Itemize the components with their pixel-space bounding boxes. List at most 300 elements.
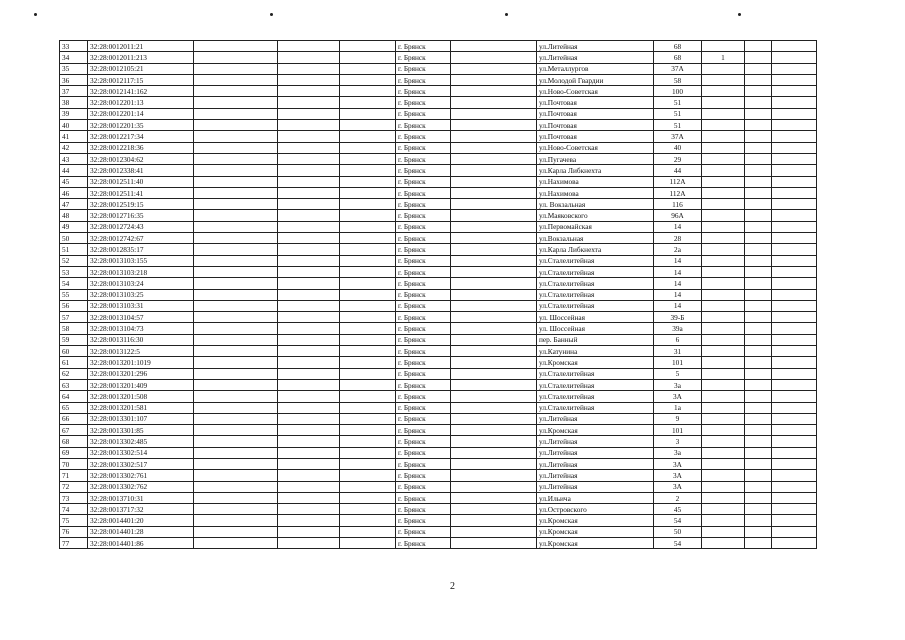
- city-cell: г. Брянск: [396, 391, 451, 402]
- empty-cell: [194, 481, 278, 492]
- empty-cell: [278, 312, 340, 323]
- table-row: [60, 199, 817, 210]
- mark-cell: [702, 425, 745, 436]
- table-row: [60, 481, 817, 492]
- empty-cell: [194, 300, 278, 311]
- empty-cell: [340, 436, 396, 447]
- row-number-cell: 52: [60, 255, 88, 266]
- row-number-cell: 55: [60, 289, 88, 300]
- cadastral-number-cell: 32:28:0012117:15: [88, 74, 194, 85]
- empty-cell: [772, 244, 817, 255]
- empty-cell: [194, 131, 278, 142]
- house-number-cell: 3: [654, 436, 702, 447]
- empty-cell: [772, 97, 817, 108]
- row-number-cell: 62: [60, 368, 88, 379]
- house-number-cell: 29: [654, 153, 702, 164]
- empty-cell: [451, 334, 537, 345]
- house-number-cell: 39а: [654, 323, 702, 334]
- mark-cell: [702, 413, 745, 424]
- mark-cell: [702, 165, 745, 176]
- city-cell: г. Брянск: [396, 233, 451, 244]
- city-cell: г. Брянск: [396, 187, 451, 198]
- empty-cell: [340, 447, 396, 458]
- street-cell: ул.Карла Либкнехта: [537, 244, 654, 255]
- street-cell: ул.Литейная: [537, 447, 654, 458]
- street-cell: ул.Сталелитейная: [537, 391, 654, 402]
- mark-cell: [702, 447, 745, 458]
- empty-cell: [278, 526, 340, 537]
- table-row: [60, 470, 817, 481]
- cadastral-number-cell: 32:28:0013302:517: [88, 458, 194, 469]
- empty-cell: [772, 289, 817, 300]
- street-cell: ул.Почтовая: [537, 97, 654, 108]
- empty-cell: [340, 86, 396, 97]
- empty-cell: [340, 289, 396, 300]
- house-number-cell: 96А: [654, 210, 702, 221]
- empty-cell: [745, 278, 772, 289]
- street-cell: ул.Литейная: [537, 41, 654, 52]
- row-number-cell: 43: [60, 153, 88, 164]
- empty-cell: [772, 504, 817, 515]
- mark-cell: [702, 278, 745, 289]
- table-row: [60, 131, 817, 142]
- table-row: [60, 187, 817, 198]
- empty-cell: [194, 436, 278, 447]
- street-cell: ул.Литейная: [537, 481, 654, 492]
- empty-cell: [451, 323, 537, 334]
- empty-cell: [451, 470, 537, 481]
- table-row: [60, 447, 817, 458]
- row-number-cell: 33: [60, 41, 88, 52]
- house-number-cell: 14: [654, 266, 702, 277]
- empty-cell: [194, 86, 278, 97]
- house-number-cell: 112А: [654, 176, 702, 187]
- scan-dot: [505, 13, 508, 16]
- empty-cell: [451, 97, 537, 108]
- mark-cell: [702, 153, 745, 164]
- empty-cell: [278, 255, 340, 266]
- empty-cell: [745, 233, 772, 244]
- house-number-cell: 40: [654, 142, 702, 153]
- empty-cell: [451, 368, 537, 379]
- city-cell: г. Брянск: [396, 413, 451, 424]
- street-cell: ул.Сталелитейная: [537, 278, 654, 289]
- empty-cell: [194, 199, 278, 210]
- mark-cell: [702, 312, 745, 323]
- empty-cell: [278, 391, 340, 402]
- table-row: [60, 323, 817, 334]
- house-number-cell: 54: [654, 515, 702, 526]
- empty-cell: [340, 52, 396, 63]
- house-number-cell: 31: [654, 346, 702, 357]
- empty-cell: [745, 357, 772, 368]
- row-number-cell: 46: [60, 187, 88, 198]
- empty-cell: [278, 289, 340, 300]
- row-number-cell: 66: [60, 413, 88, 424]
- house-number-cell: 2а: [654, 244, 702, 255]
- mark-cell: [702, 504, 745, 515]
- cadastral-number-cell: 32:28:0012201:13: [88, 97, 194, 108]
- mark-cell: [702, 63, 745, 74]
- empty-cell: [745, 153, 772, 164]
- table-row: [60, 63, 817, 74]
- city-cell: г. Брянск: [396, 142, 451, 153]
- empty-cell: [772, 492, 817, 503]
- empty-cell: [194, 142, 278, 153]
- empty-cell: [278, 346, 340, 357]
- empty-cell: [278, 221, 340, 232]
- empty-cell: [340, 368, 396, 379]
- empty-cell: [194, 402, 278, 413]
- table-row: [60, 153, 817, 164]
- empty-cell: [451, 379, 537, 390]
- house-number-cell: 68: [654, 52, 702, 63]
- mark-cell: [702, 515, 745, 526]
- row-number-cell: 48: [60, 210, 88, 221]
- street-cell: ул.Литейная: [537, 436, 654, 447]
- city-cell: г. Брянск: [396, 368, 451, 379]
- empty-cell: [451, 391, 537, 402]
- house-number-cell: 116: [654, 199, 702, 210]
- empty-cell: [278, 63, 340, 74]
- city-cell: г. Брянск: [396, 504, 451, 515]
- empty-cell: [772, 458, 817, 469]
- empty-cell: [278, 538, 340, 549]
- empty-cell: [278, 176, 340, 187]
- mark-cell: [702, 187, 745, 198]
- row-number-cell: 36: [60, 74, 88, 85]
- street-cell: ул.Кромская: [537, 526, 654, 537]
- empty-cell: [278, 379, 340, 390]
- empty-cell: [772, 233, 817, 244]
- table-row: [60, 176, 817, 187]
- empty-cell: [194, 153, 278, 164]
- row-number-cell: 77: [60, 538, 88, 549]
- empty-cell: [451, 199, 537, 210]
- house-number-cell: 14: [654, 278, 702, 289]
- cadastral-number-cell: 32:28:0013717:32: [88, 504, 194, 515]
- house-number-cell: 101: [654, 425, 702, 436]
- empty-cell: [745, 97, 772, 108]
- mark-cell: [702, 233, 745, 244]
- empty-cell: [745, 458, 772, 469]
- street-cell: ул.Первомайская: [537, 221, 654, 232]
- house-number-cell: 1а: [654, 402, 702, 413]
- house-number-cell: 68: [654, 41, 702, 52]
- empty-cell: [451, 447, 537, 458]
- house-number-cell: 3а: [654, 379, 702, 390]
- cadastral-number-cell: 32:28:0014401:86: [88, 538, 194, 549]
- empty-cell: [194, 244, 278, 255]
- street-cell: ул.Ново-Советская: [537, 86, 654, 97]
- empty-cell: [772, 86, 817, 97]
- empty-cell: [451, 312, 537, 323]
- empty-cell: [451, 481, 537, 492]
- row-number-cell: 72: [60, 481, 88, 492]
- row-number-cell: 67: [60, 425, 88, 436]
- empty-cell: [772, 266, 817, 277]
- empty-cell: [278, 233, 340, 244]
- empty-cell: [772, 357, 817, 368]
- street-cell: ул.Кромская: [537, 538, 654, 549]
- mark-cell: [702, 97, 745, 108]
- empty-cell: [745, 86, 772, 97]
- mark-cell: [702, 300, 745, 311]
- cadastral-number-cell: 32:28:0012511:40: [88, 176, 194, 187]
- mark-cell: [702, 492, 745, 503]
- cadastral-number-cell: 32:28:0012511:41: [88, 187, 194, 198]
- empty-cell: [340, 515, 396, 526]
- row-number-cell: 68: [60, 436, 88, 447]
- empty-cell: [340, 526, 396, 537]
- empty-cell: [278, 504, 340, 515]
- city-cell: г. Брянск: [396, 86, 451, 97]
- empty-cell: [451, 255, 537, 266]
- house-number-cell: 51: [654, 120, 702, 131]
- street-cell: ул. Шоссейная: [537, 323, 654, 334]
- mark-cell: 1: [702, 52, 745, 63]
- row-number-cell: 73: [60, 492, 88, 503]
- empty-cell: [340, 153, 396, 164]
- house-number-cell: 51: [654, 108, 702, 119]
- empty-cell: [745, 199, 772, 210]
- cadastral-number-cell: 32:28:0013201:581: [88, 402, 194, 413]
- register-table: [59, 40, 817, 549]
- empty-cell: [340, 131, 396, 142]
- empty-cell: [745, 391, 772, 402]
- street-cell: ул.Почтовая: [537, 108, 654, 119]
- empty-cell: [745, 526, 772, 537]
- row-number-cell: 75: [60, 515, 88, 526]
- row-number-cell: 40: [60, 120, 88, 131]
- empty-cell: [745, 176, 772, 187]
- city-cell: г. Брянск: [396, 538, 451, 549]
- empty-cell: [278, 323, 340, 334]
- empty-cell: [745, 131, 772, 142]
- empty-cell: [340, 492, 396, 503]
- table-row: [60, 41, 817, 52]
- empty-cell: [340, 413, 396, 424]
- empty-cell: [278, 199, 340, 210]
- empty-cell: [772, 165, 817, 176]
- table-row: [60, 368, 817, 379]
- row-number-cell: 70: [60, 458, 88, 469]
- empty-cell: [340, 334, 396, 345]
- cadastral-number-cell: 32:28:0013116:30: [88, 334, 194, 345]
- mark-cell: [702, 481, 745, 492]
- cadastral-number-cell: 32:28:0012218:36: [88, 142, 194, 153]
- row-number-cell: 59: [60, 334, 88, 345]
- empty-cell: [772, 447, 817, 458]
- empty-cell: [451, 165, 537, 176]
- empty-cell: [194, 312, 278, 323]
- empty-cell: [340, 300, 396, 311]
- street-cell: ул.Пугачева: [537, 153, 654, 164]
- cadastral-number-cell: 32:28:0012201:14: [88, 108, 194, 119]
- street-cell: ул.Нахимова: [537, 176, 654, 187]
- row-number-cell: 57: [60, 312, 88, 323]
- scan-dot: [270, 13, 273, 16]
- house-number-cell: 101: [654, 357, 702, 368]
- row-number-cell: 34: [60, 52, 88, 63]
- empty-cell: [340, 142, 396, 153]
- empty-cell: [451, 402, 537, 413]
- cadastral-number-cell: 32:28:0013201:296: [88, 368, 194, 379]
- empty-cell: [745, 436, 772, 447]
- empty-cell: [772, 391, 817, 402]
- empty-cell: [451, 526, 537, 537]
- table-row: [60, 515, 817, 526]
- empty-cell: [745, 515, 772, 526]
- street-cell: ул.Литейная: [537, 458, 654, 469]
- street-cell: ул.Молодой Гвардии: [537, 74, 654, 85]
- empty-cell: [340, 97, 396, 108]
- empty-cell: [194, 425, 278, 436]
- empty-cell: [451, 153, 537, 164]
- house-number-cell: 37А: [654, 63, 702, 74]
- empty-cell: [278, 492, 340, 503]
- cadastral-number-cell: 32:28:0013104:73: [88, 323, 194, 334]
- cadastral-number-cell: 32:28:0013122:5: [88, 346, 194, 357]
- city-cell: г. Брянск: [396, 131, 451, 142]
- house-number-cell: 14: [654, 289, 702, 300]
- house-number-cell: 14: [654, 255, 702, 266]
- mark-cell: [702, 402, 745, 413]
- city-cell: г. Брянск: [396, 52, 451, 63]
- mark-cell: [702, 391, 745, 402]
- cadastral-number-cell: 32:28:0012338:41: [88, 165, 194, 176]
- empty-cell: [772, 210, 817, 221]
- empty-cell: [451, 120, 537, 131]
- empty-cell: [194, 266, 278, 277]
- empty-cell: [745, 346, 772, 357]
- empty-cell: [745, 323, 772, 334]
- empty-cell: [194, 447, 278, 458]
- row-number-cell: 65: [60, 402, 88, 413]
- empty-cell: [745, 108, 772, 119]
- street-cell: ул.Сталелитейная: [537, 379, 654, 390]
- empty-cell: [451, 538, 537, 549]
- table-row: [60, 334, 817, 345]
- empty-cell: [194, 492, 278, 503]
- house-number-cell: 9: [654, 413, 702, 424]
- table-row: [60, 379, 817, 390]
- empty-cell: [194, 176, 278, 187]
- row-number-cell: 47: [60, 199, 88, 210]
- mark-cell: [702, 131, 745, 142]
- cadastral-number-cell: 32:28:0013103:31: [88, 300, 194, 311]
- empty-cell: [745, 470, 772, 481]
- street-cell: ул.Сталелитейная: [537, 300, 654, 311]
- city-cell: г. Брянск: [396, 379, 451, 390]
- empty-cell: [194, 458, 278, 469]
- street-cell: ул.Почтовая: [537, 120, 654, 131]
- empty-cell: [278, 131, 340, 142]
- empty-cell: [772, 334, 817, 345]
- empty-cell: [745, 402, 772, 413]
- house-number-cell: 58: [654, 74, 702, 85]
- empty-cell: [278, 458, 340, 469]
- empty-cell: [745, 255, 772, 266]
- empty-cell: [772, 199, 817, 210]
- empty-cell: [340, 244, 396, 255]
- mark-cell: [702, 120, 745, 131]
- city-cell: г. Брянск: [396, 63, 451, 74]
- row-number-cell: 53: [60, 266, 88, 277]
- city-cell: г. Брянск: [396, 289, 451, 300]
- empty-cell: [451, 176, 537, 187]
- street-cell: ул.Ильича: [537, 492, 654, 503]
- house-number-cell: 112А: [654, 187, 702, 198]
- empty-cell: [772, 131, 817, 142]
- table-row: [60, 120, 817, 131]
- house-number-cell: 3а: [654, 447, 702, 458]
- empty-cell: [340, 470, 396, 481]
- empty-cell: [772, 515, 817, 526]
- mark-cell: [702, 221, 745, 232]
- city-cell: г. Брянск: [396, 120, 451, 131]
- house-number-cell: 100: [654, 86, 702, 97]
- mark-cell: [702, 199, 745, 210]
- city-cell: г. Брянск: [396, 41, 451, 52]
- empty-cell: [451, 221, 537, 232]
- row-number-cell: 61: [60, 357, 88, 368]
- empty-cell: [278, 244, 340, 255]
- table-row: [60, 346, 817, 357]
- street-cell: ул.Сталелитейная: [537, 289, 654, 300]
- empty-cell: [451, 289, 537, 300]
- empty-cell: [340, 63, 396, 74]
- city-cell: г. Брянск: [396, 153, 451, 164]
- empty-cell: [772, 368, 817, 379]
- table-row: [60, 425, 817, 436]
- street-cell: ул.Кромская: [537, 515, 654, 526]
- mark-cell: [702, 357, 745, 368]
- house-number-cell: 54: [654, 538, 702, 549]
- house-number-cell: 37А: [654, 131, 702, 142]
- empty-cell: [772, 526, 817, 537]
- empty-cell: [278, 515, 340, 526]
- empty-cell: [745, 425, 772, 436]
- empty-cell: [451, 74, 537, 85]
- empty-cell: [772, 176, 817, 187]
- empty-cell: [194, 323, 278, 334]
- table-row: [60, 74, 817, 85]
- empty-cell: [340, 255, 396, 266]
- empty-cell: [772, 481, 817, 492]
- street-cell: ул.Почтовая: [537, 131, 654, 142]
- empty-cell: [194, 538, 278, 549]
- house-number-cell: 3А: [654, 481, 702, 492]
- cadastral-number-cell: 32:28:0012835:17: [88, 244, 194, 255]
- empty-cell: [194, 368, 278, 379]
- mark-cell: [702, 368, 745, 379]
- cadastral-number-cell: 32:28:0013201:508: [88, 391, 194, 402]
- street-cell: ул.Нахимова: [537, 187, 654, 198]
- table-row: [60, 221, 817, 232]
- empty-cell: [278, 436, 340, 447]
- empty-cell: [340, 312, 396, 323]
- mark-cell: [702, 323, 745, 334]
- city-cell: г. Брянск: [396, 312, 451, 323]
- cadastral-number-cell: 32:28:0014401:28: [88, 526, 194, 537]
- row-number-cell: 56: [60, 300, 88, 311]
- street-cell: ул.Сталелитейная: [537, 368, 654, 379]
- table-row: [60, 255, 817, 266]
- empty-cell: [772, 436, 817, 447]
- empty-cell: [451, 425, 537, 436]
- street-cell: ул. Шоссейная: [537, 312, 654, 323]
